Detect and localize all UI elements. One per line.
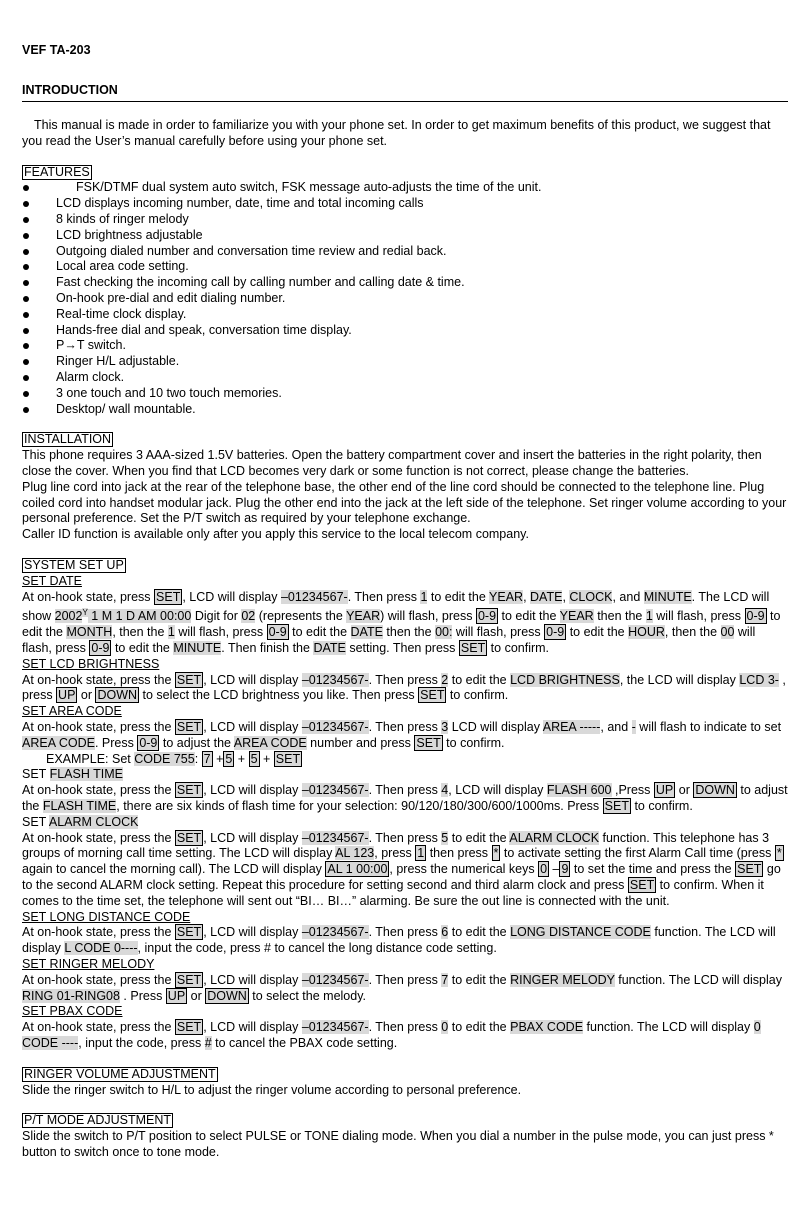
lcd-text: PBAX CODE — [510, 1020, 584, 1035]
list-item: LCD brightness adjustable — [22, 228, 788, 244]
lcd-text: 1 — [645, 609, 653, 624]
text: At on-hook state, press the — [22, 720, 175, 735]
lcd-text: CLOCK — [569, 589, 613, 604]
list-item: Ringer H/L adjustable. — [22, 354, 788, 370]
installation-paragraph: Caller ID function is available only after you apply this service to the local telecom company. — [22, 527, 529, 542]
lcd-text: RING 01-RING08 — [22, 988, 120, 1003]
text: ) will flash, press — [380, 609, 476, 624]
list-item: LCD displays incoming number, date, time and total incoming calls — [22, 196, 788, 212]
lcd-text: –01234567- — [301, 830, 369, 845]
lcd-text: FLASH TIME — [42, 799, 117, 814]
list-item: 3 one touch and 10 two touch memories. — [22, 386, 788, 402]
key-star: * — [776, 846, 782, 861]
text: . Then press — [347, 589, 421, 604]
installation-heading: INSTALLATION — [24, 432, 112, 447]
text: ,Press — [611, 783, 654, 798]
lcd-text: YEAR — [559, 609, 594, 624]
text: to cancel the PBAX code setting. — [211, 1035, 398, 1050]
key-up: UP — [655, 783, 674, 798]
text: then the — [382, 625, 436, 640]
key-set: SET — [604, 799, 629, 814]
key-set: SET — [176, 1020, 202, 1035]
text: . Then press — [368, 1020, 442, 1035]
list-item: 8 kinds of ringer melody — [22, 212, 788, 228]
lcd-text: MONTH — [66, 625, 113, 640]
heading-text: ALARM CLOCK — [48, 814, 139, 829]
text: , the LCD will display — [619, 672, 740, 687]
text: to set the time and press the — [570, 862, 736, 877]
text: to edit the — [22, 609, 781, 640]
text: , press — [22, 672, 786, 703]
key-5: 5 — [225, 751, 233, 766]
key-set: SET — [176, 672, 202, 687]
lcd-text: CODE 755 — [134, 751, 195, 766]
key-0-9: 0-9 — [91, 641, 110, 656]
key-0-9: 0-9 — [546, 625, 565, 640]
text: to edit the — [427, 589, 490, 604]
text: to edit the — [448, 1020, 511, 1035]
text: . Then press — [368, 783, 442, 798]
ringer-volume-section — [22, 1067, 788, 1099]
set-pbax-code-heading: SET PBAX CODE — [22, 1004, 123, 1019]
text: , LCD will display — [203, 1020, 302, 1035]
text: , press — [374, 846, 416, 861]
text: , input the code, press — [78, 1035, 205, 1050]
lcd-text: 1 M 1 D AM 00:00 — [87, 609, 192, 624]
set-area-code-heading: SET AREA CODE — [22, 704, 122, 719]
text: to edit the — [448, 925, 511, 940]
text: to edit the — [448, 972, 511, 987]
text: At on-hook state, press — [22, 589, 155, 604]
lcd-text: - — [631, 720, 636, 735]
text: At on-hook state, press the — [22, 1020, 175, 1035]
text: – — [549, 862, 560, 877]
text: . Then finish the — [221, 641, 314, 656]
lcd-text: Y — [82, 608, 88, 618]
text: , and — [612, 589, 644, 604]
key-set: SET — [176, 925, 202, 940]
text: or — [675, 783, 694, 798]
key-0-9: 0-9 — [139, 735, 158, 750]
key-set: SET — [176, 830, 202, 845]
lcd-text: –01234567- — [301, 925, 369, 940]
text: . Then press — [368, 672, 442, 687]
key-down: DOWN — [695, 783, 735, 798]
text: function. The LCD will display — [583, 1020, 754, 1035]
key-5: 5 — [250, 751, 258, 766]
key-0: 0 — [441, 1020, 449, 1035]
lcd-text: AREA CODE — [233, 735, 307, 750]
text: . Then press — [368, 925, 442, 940]
list-item: FSK/DTMF dual system auto switch, FSK message auto-adjusts the time of the unit. — [22, 180, 788, 196]
lcd-text: –01234567- — [301, 783, 369, 798]
pt-mode-paragraph: Slide the switch to P/T position to select PULSE or TONE dialing mode. When you dial a number in the pulse mode, you can just press * button to switch once to tone mode. — [22, 1129, 774, 1159]
lcd-text: LONG DISTANCE CODE — [510, 925, 651, 940]
text: go to the second ALARM clock setting. Repeat this procedure for setting second and third alarm clock and press — [22, 862, 781, 893]
text: function. This telephone has 3 groups of morning call time setting. The LCD will display — [22, 830, 770, 861]
text: to confirm. When it comes to the time set, the telephone will sent out “BI… BI…” alarming. Be sure the out line is connected with the unit. — [22, 878, 764, 908]
text: : — [194, 751, 202, 766]
text: will flash, press — [452, 625, 545, 640]
features-list — [22, 180, 788, 417]
key-5: 5 — [441, 830, 449, 845]
key-set: SET — [420, 688, 445, 703]
lcd-text: 00 — [720, 625, 735, 640]
lcd-text: –01234567- — [280, 589, 348, 604]
pt-mode-heading: P/T MODE ADJUSTMENT — [24, 1113, 172, 1128]
set-ringer-melody-heading: SET RINGER MELODY — [22, 957, 155, 971]
text: or — [77, 688, 96, 703]
list-item: Local area code setting. — [22, 259, 788, 275]
ringer-volume-paragraph: Slide the ringer switch to H/L to adjust the ringer volume according to personal preference. — [22, 1082, 522, 1097]
text: function. The LCD will display — [614, 972, 782, 987]
key-0-9: 0-9 — [268, 625, 287, 640]
text: , then the — [112, 625, 168, 640]
text: + — [234, 751, 249, 766]
ringer-volume-heading: RINGER VOLUME ADJUSTMENT — [24, 1066, 216, 1081]
text: will flash, press — [174, 625, 267, 640]
set-date-heading: SET DATE — [22, 573, 82, 588]
key-0-9: 0-9 — [477, 609, 497, 624]
list-item: Fast checking the incoming call by calling number and calling date & time. — [22, 275, 788, 291]
text: + — [259, 751, 274, 766]
text: to activate setting the first Alarm Call time (press — [500, 846, 775, 861]
text: , LCD will display — [203, 925, 302, 940]
text: to edit the — [448, 830, 510, 845]
set-alarm-clock-paragraph — [22, 831, 788, 910]
set-lcd-brightness-heading: SET LCD BRIGHTNESS — [22, 656, 160, 671]
lcd-text: AL 1 00:00 — [327, 862, 388, 877]
text: or — [187, 988, 206, 1003]
lcd-text: LCD 3- — [739, 672, 779, 687]
text: . Then press — [368, 720, 442, 735]
text: setting. Then press — [345, 641, 459, 656]
text: , LCD will display — [203, 672, 302, 687]
text: , LCD will display — [182, 589, 281, 604]
text: . Then press — [368, 972, 442, 987]
lcd-text: 1 — [167, 625, 175, 640]
list-item: On-hook pre-dial and edit dialing number. — [22, 291, 788, 307]
text: to confirm. — [630, 799, 693, 814]
key-9: 9 — [561, 862, 569, 877]
lcd-text: AL 123 — [335, 846, 375, 861]
set-long-distance-code-paragraph — [22, 925, 788, 957]
installation-section — [22, 432, 788, 543]
text: , LCD will display — [203, 972, 302, 987]
text: + — [212, 751, 224, 766]
key-4: 4 — [441, 783, 449, 798]
text: will flash, press — [652, 609, 745, 624]
key-up: UP — [167, 988, 186, 1003]
text: to select the melody. — [248, 988, 366, 1003]
text: , LCD will display — [203, 720, 302, 735]
installation-paragraph: This phone requires 3 AAA-sized 1.5V batteries. Open the battery compartment cover and insert the batteries in the right polarity, then close the cover. When you find that LCD becomes very dark or some function is not correct, please change the batteries. — [22, 448, 762, 478]
lcd-text: YEAR — [489, 589, 524, 604]
text: . Press — [119, 988, 166, 1003]
key-set: SET — [176, 783, 202, 798]
key-set: SET — [629, 878, 655, 893]
key-2: 2 — [441, 672, 449, 687]
text: . The LCD will show — [22, 589, 770, 624]
system-setup-heading: SYSTEM SET UP — [24, 557, 124, 572]
lcd-text: –01234567- — [301, 672, 369, 687]
text: number and press — [306, 735, 415, 750]
text: EXAMPLE: Set — [46, 751, 135, 766]
key-set: SET — [275, 751, 301, 766]
text: At on-hook state, press the — [22, 672, 175, 687]
features-heading: FEATURES — [24, 164, 90, 179]
set-pbax-code-paragraph — [22, 1020, 788, 1052]
lcd-text: ALARM CLOCK — [509, 830, 600, 845]
text: then press — [426, 846, 492, 861]
text: LCD will display — [448, 720, 543, 735]
area-code-example — [22, 752, 788, 768]
lcd-text: YEAR — [346, 609, 381, 624]
key-set: SET — [460, 641, 486, 656]
lcd-text: DATE — [530, 589, 563, 604]
heading-text: FLASH TIME — [49, 767, 123, 782]
key-7: 7 — [441, 972, 449, 987]
lcd-text: RINGER MELODY — [510, 972, 615, 987]
pt-mode-section — [22, 1113, 788, 1160]
text: to confirm. — [442, 735, 505, 750]
set-alarm-clock-heading — [22, 815, 788, 831]
text: At on-hook state, press the — [22, 972, 175, 987]
text: to edit the — [498, 609, 560, 624]
lcd-text: 00: — [435, 625, 453, 640]
key-set: SET — [416, 735, 441, 750]
key-6: 6 — [441, 925, 449, 940]
text: , — [523, 589, 531, 604]
lcd-text: DATE — [313, 641, 346, 656]
lcd-text: 0 CODE ---- — [22, 1020, 761, 1050]
lcd-text: –01234567- — [301, 720, 369, 735]
key-0: 0 — [540, 862, 548, 877]
key-0-9: 0-9 — [746, 609, 765, 624]
key-7: 7 — [203, 751, 211, 766]
text: to edit the — [111, 641, 174, 656]
key-down: DOWN — [207, 988, 247, 1003]
list-item: Desktop/ wall mountable. — [22, 402, 788, 418]
text: SET — [22, 767, 50, 782]
lcd-text: AREA ----- — [542, 720, 601, 735]
set-lcd-brightness-paragraph — [22, 673, 788, 705]
text: , LCD will display — [203, 830, 302, 845]
key-down: DOWN — [97, 688, 138, 703]
text: to edit the — [288, 625, 351, 640]
text: function. The LCD will display — [22, 925, 776, 956]
lcd-text: 2002 — [54, 609, 83, 624]
lcd-text: L CODE 0---- — [64, 941, 138, 956]
key-set: SET — [176, 720, 202, 735]
text: (represents the — [255, 609, 347, 624]
text: to select the LCD brightness you like. Then press — [139, 688, 419, 703]
lcd-text: MINUTE — [643, 589, 692, 604]
text: At on-hook state, press the — [22, 783, 175, 798]
intro-paragraph: This manual is made in order to familiarize you with your phone set. In order to get maximum benefits of this product, we suggest that you read the User’s manual carefully before using your phone set. — [22, 118, 771, 148]
list-item: Alarm clock. — [22, 370, 788, 386]
text: , and — [600, 720, 632, 735]
text: again to cancel the morning call). The LCD will display — [22, 862, 326, 877]
text: , there are six kinds of flash time for your selection: 90/120/180/300/600/1000ms. Press — [116, 799, 603, 814]
text: . Press — [94, 735, 138, 750]
text: to edit the — [448, 672, 511, 687]
model-title: VEF TA-203 — [22, 43, 91, 57]
list-item: Outgoing dialed number and conversation time review and redial back. — [22, 244, 788, 260]
text: to edit the — [566, 625, 629, 640]
set-long-distance-code-heading: SET LONG DISTANCE CODE — [22, 909, 191, 924]
key-3: 3 — [441, 720, 449, 735]
key-1: 1 — [417, 846, 425, 861]
text: , LCD will display — [203, 783, 302, 798]
list-item: P→T switch. — [22, 338, 788, 354]
key-set: SET — [156, 589, 181, 604]
list-item: Real-time clock display. — [22, 307, 788, 323]
text: At on-hook state, press the — [22, 830, 175, 845]
text: will flash, press — [22, 625, 756, 656]
text: , — [562, 589, 570, 604]
lcd-text: HOUR — [628, 625, 665, 640]
key-hash: # — [264, 941, 271, 956]
system-setup-section — [22, 558, 788, 1052]
list-item: Hands-free dial and speak, conversation time display. — [22, 323, 788, 339]
lcd-text: AREA CODE — [22, 735, 95, 750]
text: , LCD will display — [448, 783, 547, 798]
set-flash-time-paragraph — [22, 783, 788, 815]
document-body — [22, 118, 788, 1161]
text: to confirm. — [487, 641, 550, 656]
text: At on-hook state, press the — [22, 925, 175, 940]
text: Digit for — [191, 609, 242, 624]
installation-paragraph: Plug line cord into jack at the rear of the telephone base, the other end of the line cord should be connected to the telephone line. Plug coiled cord into handset modular jack. Plug the other end into the jack at the left side of the telephone. Set ringer volume according to your personal preference. Set the P/T switch as required by your telephone exchange. — [22, 479, 787, 526]
text: to adjust the — [22, 783, 788, 814]
set-ringer-melody-paragraph — [22, 973, 788, 1005]
lcd-text: LCD BRIGHTNESS — [510, 672, 620, 687]
lcd-text: FLASH 600 — [546, 783, 612, 798]
text: to confirm. — [446, 688, 509, 703]
lcd-text: MINUTE — [173, 641, 222, 656]
text: , then the — [664, 625, 721, 640]
lcd-text: –01234567- — [301, 1020, 369, 1035]
key-star: * — [493, 846, 499, 861]
text: SET — [22, 814, 49, 829]
lcd-text: –01234567- — [301, 972, 369, 987]
key-hash: # — [204, 1035, 212, 1050]
page-title: INTRODUCTION — [22, 83, 118, 97]
text: , press the numerical keys — [389, 862, 539, 877]
key-set: SET — [737, 862, 762, 877]
title-rule — [22, 101, 788, 102]
set-date-paragraph — [22, 590, 788, 657]
text: to adjust the — [159, 735, 234, 750]
key-set: SET — [176, 972, 202, 987]
set-area-code-paragraph — [22, 720, 788, 752]
text: then the — [593, 609, 646, 624]
text: . Then press — [368, 830, 442, 845]
set-flash-time-heading — [22, 767, 788, 783]
lcd-text: DATE — [350, 625, 383, 640]
text: to cancel the long distance code setting. — [270, 941, 497, 956]
key-up: UP — [58, 688, 76, 703]
text: will flash to indicate to set — [635, 720, 782, 735]
features-section — [22, 165, 788, 418]
lcd-text: 02 — [241, 609, 256, 624]
key-1: 1 — [420, 589, 428, 604]
text: , input the code, press — [137, 941, 265, 956]
